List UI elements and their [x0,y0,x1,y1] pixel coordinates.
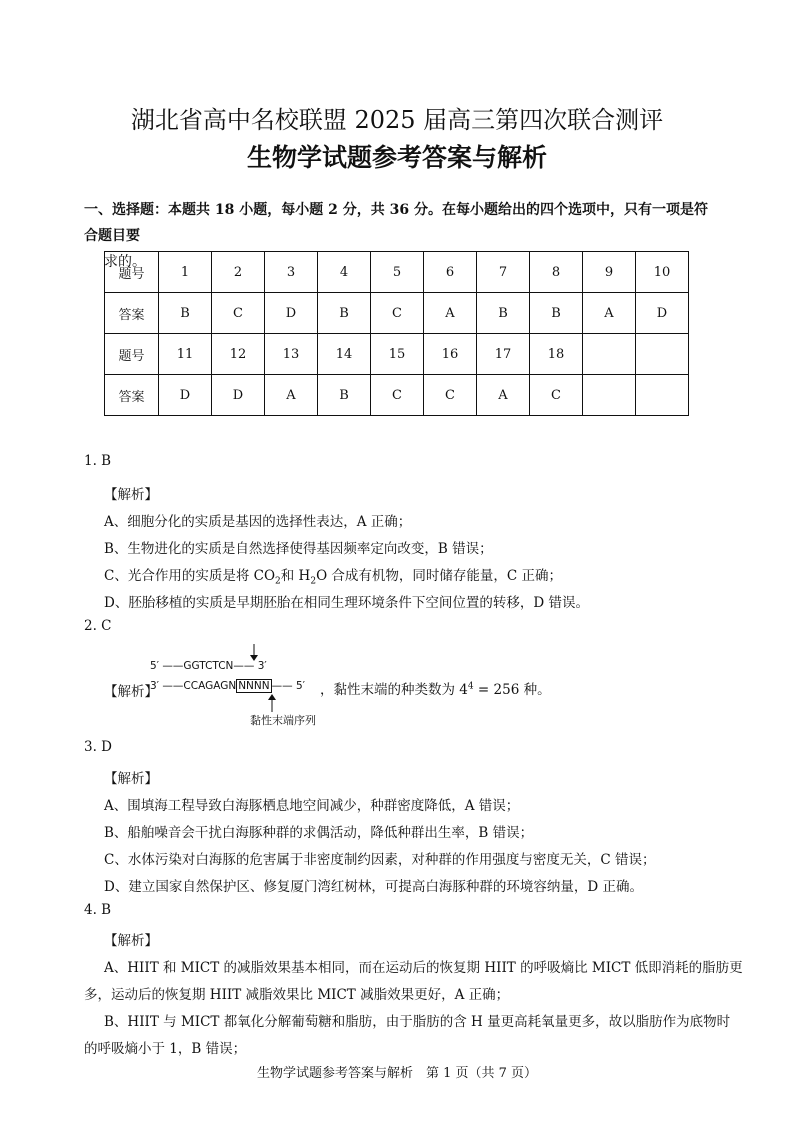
q3-option-b: B、船舶噪音会干扰白海豚种群的求偶活动，降低种群出生率，B 错误； [104,825,534,841]
table-cell [583,375,636,416]
q1-option-d: D、胚胎移植的实质是早期胚胎在相同生理环境条件下空间位置的转移，D 错误。 [104,595,589,611]
page-footer: 生物学试题参考答案与解析 第 1 页（共 7 页） [256,1066,538,1081]
table-cell: B [477,293,530,334]
table-cell: B [318,375,371,416]
table-cell: 18 [530,334,583,375]
table-cell: D [159,375,212,416]
page-subtitle: 生物学试题参考答案与解析 [246,143,547,172]
q4-label: 【解析】 [104,933,158,949]
q4-option-b-line1: B、HIIT 与 MICT 都氧化分解葡萄糖和脂肪，由于脂肪的含 H 量更高耗氧量更多，故以脂肪作为底物时 [104,1014,731,1030]
table-cell: 4 [318,252,371,293]
table-label: 答案 [105,375,159,416]
table-row [105,334,689,375]
table-cell: A [265,375,318,416]
q1-heading: 1. B [84,453,112,469]
q4-heading: 4. B [84,902,112,918]
q4-option-a-line2: 多，运动后的恢复期 HIIT 减脂效果比 MICT 减脂效果更好，A 正确； [84,987,510,1003]
table-cell: C [424,375,477,416]
table-row [105,252,689,293]
table-cell: B [530,293,583,334]
table-cell: 14 [318,334,371,375]
table-cell: 6 [424,252,477,293]
dna-top-strand: 5′ ——GGTCTCN—— 3′ [150,660,267,672]
q1-option-c-pre: C、光合作用的实质是将 CO [104,568,276,584]
q3-option-d: D、建立国家自然保护区、修复厦门湾红树林，可提高白海豚种群的环境容纳量，D 正确。 [104,879,643,895]
section-intro-text: 一、选择题：本题共 18 小题，每小题 2 分，共 36 分。在每小题给出的四个选项中，只有一项是符合题目要 [84,202,708,244]
q1-option-c-mid: 和 H [280,568,311,584]
table-cell: D [265,293,318,334]
table-cell: 12 [212,334,265,375]
table-label: 题号 [105,252,159,293]
page-title: 湖北省高中名校联盟 2025 届高三第四次联合测评 [130,106,664,134]
table-cell: 15 [371,334,424,375]
table-cell: 8 [530,252,583,293]
q3-option-c: C、水体污染对白海豚的危害属于非密度制约因素，对种群的作用强度与密度无关，C 错误； [104,852,656,868]
q1-label: 【解析】 [104,487,158,503]
table-cell: B [318,293,371,334]
table-cell: 1 [159,252,212,293]
q2-text-pre: ，黏性末端的种类数为 4 [320,682,468,698]
table-cell: 10 [636,252,689,293]
table-cell: C [530,375,583,416]
table-cell: 5 [371,252,424,293]
q1-option-c-sub2: 2 [310,576,317,587]
table-row [105,293,689,334]
table-cell: A [583,293,636,334]
table-cell [636,375,689,416]
q2-heading: 2. C [84,618,112,634]
table-cell: B [159,293,212,334]
table-cell: C [371,293,424,334]
table-cell: 2 [212,252,265,293]
dna-bottom-post: —— 5′ [271,680,306,692]
table-cell: 3 [265,252,318,293]
q3-option-a: A、围填海工程导致白海豚栖息地空间减少，种群密度降低，A 错误； [104,798,520,814]
q4-option-a-line1: A、HIIT 和 MICT 的减脂效果基本相同，而在运动后的恢复期 HIIT 的呼吸熵比 MICT 低即消耗的脂肪更 [104,960,743,976]
table-cell: D [212,375,265,416]
q1-option-b: B、生物进化的实质是自然选择使得基因频率定向改变，B 错误； [104,541,493,557]
table-cell: 17 [477,334,530,375]
table-cell: 13 [265,334,318,375]
table-cell: D [636,293,689,334]
sticky-end-box: NNNN [238,680,270,692]
section-intro-cont: 求的。 [104,254,146,270]
q1-option-c-sub1: 2 [275,576,281,587]
sticky-end-arrow-up-icon [266,694,282,712]
table-label: 答案 [105,293,159,334]
table-cell: 9 [583,252,636,293]
q1-option-c [104,564,562,587]
table-label: 题号 [105,334,159,375]
table-cell [583,334,636,375]
q2-result-text [320,678,551,698]
table-cell: C [371,375,424,416]
table-cell: 7 [477,252,530,293]
table-cell: C [212,293,265,334]
q1-option-a: A、细胞分化的实质是基因的选择性表达，A 正确； [104,514,412,530]
table-cell: 11 [159,334,212,375]
q2-text-sup: 4 [467,681,474,692]
sticky-end-annotation: 黏性末端序列 [250,714,316,727]
table-cell: A [424,293,477,334]
table-row [105,375,689,416]
dna-bottom-pre: 3′ ——CCAGAGN [150,680,237,692]
q4-option-b-line2: 的呼吸熵小于 1，B 错误； [84,1041,247,1057]
table-cell: A [477,375,530,416]
table-cell: 16 [424,334,477,375]
q2-text-post: = 256 种。 [473,682,551,698]
dna-bottom-strand [150,680,305,692]
q3-label: 【解析】 [104,771,158,787]
answer-table [104,251,689,416]
q1-option-c-post: O 合成有机物，同时储存能量，C 正确； [316,568,563,584]
q2-label: 【解析】 [104,684,158,700]
table-cell [636,334,689,375]
q3-heading: 3. D [84,739,112,755]
